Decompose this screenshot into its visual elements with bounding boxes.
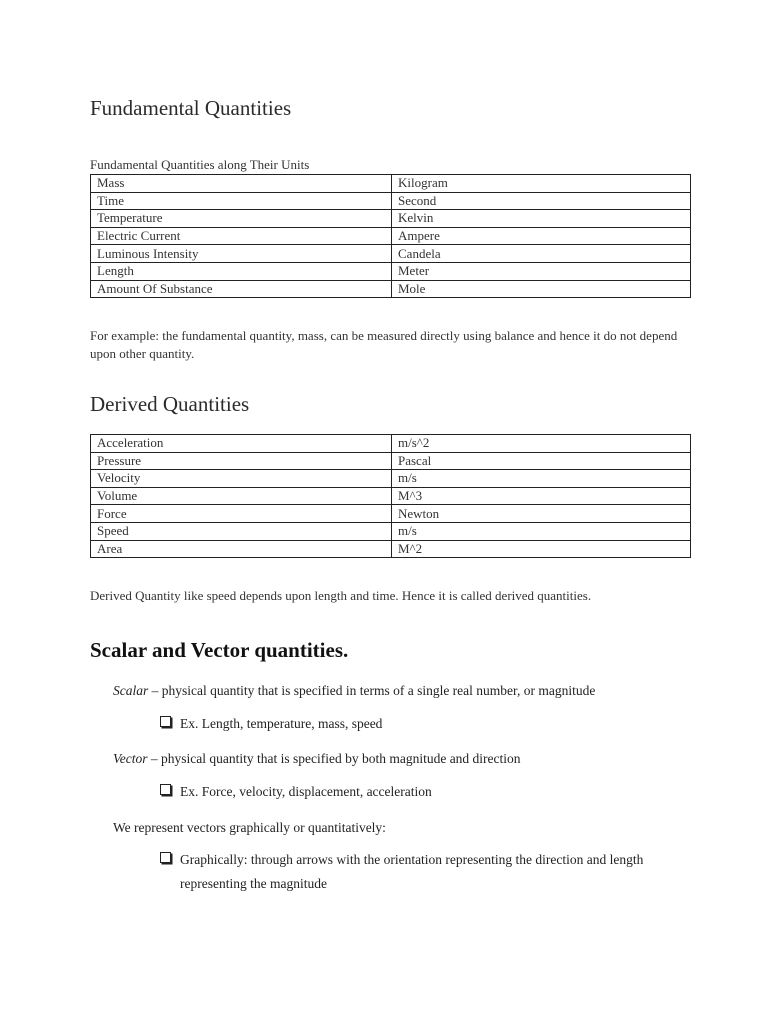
quantity-cell: Pressure xyxy=(91,452,392,470)
table-row xyxy=(91,522,691,540)
unit-cell: Pascal xyxy=(392,452,691,470)
unit-cell: m/s xyxy=(392,470,691,488)
table-row xyxy=(91,175,691,193)
scalar-term: Scalar xyxy=(113,683,149,698)
unit-cell: m/s^2 xyxy=(392,435,691,453)
unit-cell: Meter xyxy=(392,262,691,280)
quantity-cell: Acceleration xyxy=(91,435,392,453)
unit-cell: M^2 xyxy=(392,540,691,558)
checkbox-bullet-icon xyxy=(160,852,171,863)
scalar-example-text: Ex. Length, temperature, mass, speed xyxy=(180,716,383,731)
table-row xyxy=(91,227,691,245)
represent-paragraph: We represent vectors graphically or quantitatively: xyxy=(113,820,386,835)
quantity-cell: Length xyxy=(91,262,392,280)
table-row xyxy=(91,192,691,210)
unit-cell: Newton xyxy=(392,505,691,523)
graphically-item xyxy=(160,848,700,896)
unit-cell: M^3 xyxy=(392,487,691,505)
scalar-definition xyxy=(113,682,595,700)
vector-example-item xyxy=(160,780,680,804)
unit-cell: Ampere xyxy=(392,227,691,245)
fundamental-table xyxy=(90,174,691,298)
unit-cell: Second xyxy=(392,192,691,210)
quantity-cell: Area xyxy=(91,540,392,558)
quantity-cell: Electric Current xyxy=(91,227,392,245)
vector-definition-text: – physical quantity that is specified by both magnitude and direction xyxy=(147,751,521,766)
table-row xyxy=(91,505,691,523)
fundamental-table-caption: Fundamental Quantities along Their Units xyxy=(90,157,310,172)
fundamental-example-paragraph: For example: the fundamental quantity, mass, can be measured directly using balance and hence it do not depend upon other quantity. xyxy=(90,328,678,361)
derived-table xyxy=(90,434,691,558)
quantity-cell: Amount Of Substance xyxy=(91,280,392,298)
table-row xyxy=(91,280,691,298)
table-row xyxy=(91,470,691,488)
table-row xyxy=(91,487,691,505)
quantity-cell: Force xyxy=(91,505,392,523)
quantity-cell: Luminous Intensity xyxy=(91,245,392,263)
quantity-cell: Time xyxy=(91,192,392,210)
vector-example-text: Ex. Force, velocity, displacement, acceleration xyxy=(180,784,432,799)
quantity-cell: Volume xyxy=(91,487,392,505)
quantity-cell: Temperature xyxy=(91,210,392,228)
vector-term: Vector xyxy=(113,751,148,766)
table-row xyxy=(91,540,691,558)
table-row xyxy=(91,245,691,263)
unit-cell: Candela xyxy=(392,245,691,263)
scalar-definition-text: – physical quantity that is specified in terms of a single real number, or magnitude xyxy=(148,683,596,698)
unit-cell: Mole xyxy=(392,280,691,298)
table-row xyxy=(91,210,691,228)
quantity-cell: Speed xyxy=(91,522,392,540)
graphically-text: Graphically: through arrows with the orientation representing the direction and length representing the magnitude xyxy=(180,852,644,891)
unit-cell: m/s xyxy=(392,522,691,540)
vector-definition xyxy=(113,750,521,768)
unit-cell: Kilogram xyxy=(392,175,691,193)
table-row xyxy=(91,435,691,453)
derived-note-paragraph: Derived Quantity like speed depends upon length and time. Hence it is called derived quantities. xyxy=(90,588,592,603)
checkbox-bullet-icon xyxy=(160,716,171,727)
derived-heading: Derived Quantities xyxy=(90,392,250,416)
quantity-cell: Velocity xyxy=(91,470,392,488)
table-row xyxy=(91,262,691,280)
scalar-vector-heading: Scalar and Vector quantities. xyxy=(90,638,349,662)
scalar-example-item xyxy=(160,712,680,736)
quantity-cell: Mass xyxy=(91,175,392,193)
table-row xyxy=(91,452,691,470)
unit-cell: Kelvin xyxy=(392,210,691,228)
checkbox-bullet-icon xyxy=(160,784,171,795)
fundamental-heading: Fundamental Quantities xyxy=(90,96,292,120)
